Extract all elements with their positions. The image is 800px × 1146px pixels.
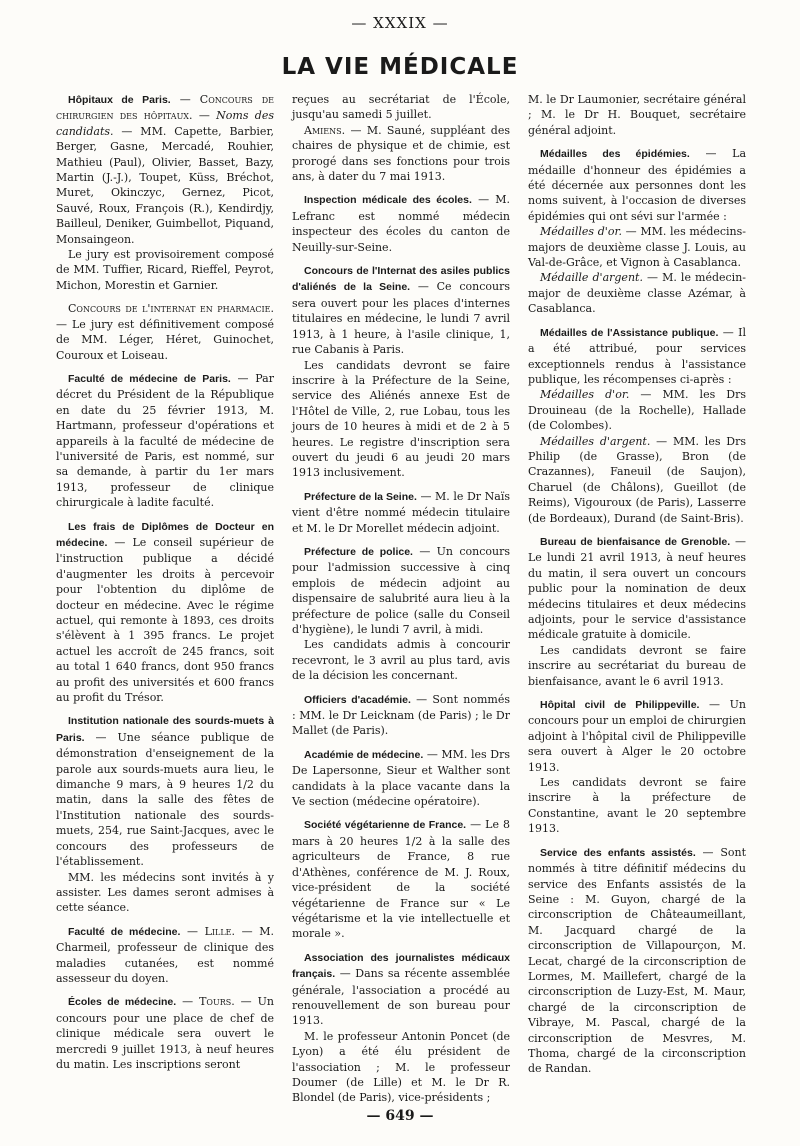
column-3 [528, 92, 746, 1085]
page-title: LA VIE MÉDICALE [281, 54, 519, 80]
section-paragraph: Les candidats devront se faire inscrire à la préfecture de Constantine, avant le 20 septembre 1913. [528, 776, 746, 836]
section-subheading: Amiens. [304, 123, 346, 137]
section-text: reçues au secrétariat de l'École, jusqu'au samedi 5 juillet. [292, 93, 510, 122]
section-heading: Concours de l'Internat des asiles publics d'aliénés de la Seine. [292, 265, 510, 294]
section-ecoles-medecine [56, 994, 274, 1072]
section-text: — MM. les médecins-majors de deuxième classe J. Louis, au Val-de-Grâce, et Vignon à Casablanca. [528, 225, 746, 270]
section-subheading: Lille. [204, 924, 236, 938]
section-text: — Ce concours sera ouvert pour les places d'internes titulaires en médecine, le lundi 7 avril 1913, à 1 heure, à l'asile clinique, 1, rue Cabanis à Paris. [292, 280, 510, 357]
italic-label: Médailles d'or. [540, 388, 630, 402]
section-text: — M. Lefranc est nommé médecin inspecteur des écoles du canton de Neuilly-sur-Seine. [292, 193, 510, 254]
section-heading: Société végétarienne de France. [304, 819, 467, 832]
section-text: — M. Sauné, suppléant des chaires de physique et de chimie, est prorogé dans ses fonctions pour trois ans, à dater du 7 mai 1913. [292, 123, 510, 184]
section-text: — Une séance publique de démonstration d'enseignement de la parole aux sourds-muets aura lieu, le dimanche 9 mars, à 9 heures 1/2 du matin, dans la salle des fêtes de l'Institution nationale des sourds-muets, 254, rue Saint-Jacques, avec le concours des professeurs de l'établissement. [56, 730, 274, 869]
section-heading: Hôpitaux de Paris. [68, 94, 171, 106]
section-societe-vegetarienne [292, 817, 510, 941]
section-heading: Institution nationale des sourds-muets à Paris. [56, 715, 274, 744]
section-subheading: Concours de chirurgien des hôpitaux. [56, 93, 274, 123]
section-text: — MM. Capette, Barbier, Berger, Gasne, Mercadé, Rouhier, Mathieu (Paul), Olivier, Basset, Bazy, Martin (J.-J.), Toupet, Küss, Bréchot, Muret, Okinczyc, Gernez, Picot, Sauvé, Roux, François (R.), Kendirdjy, Bailleul, Deniker, Guimbellot, Piquand, Monsaingeon. [56, 124, 274, 246]
section-text: — M. le Dr Naïs vient d'être nommé médecin titulaire et M. le Dr Morellet médecin adjoint. [292, 489, 510, 535]
italic-label: Noms des candidats. [56, 109, 274, 138]
section-heading: Inspection médicale des écoles. [304, 194, 472, 207]
section-enfants-assistes [528, 845, 746, 1077]
section-heading: Bureau de bienfaisance de Grenoble. [540, 535, 731, 548]
column-2 [292, 92, 510, 1114]
italic-label: Médailles d'argent. [540, 434, 651, 448]
section-paragraph: Le jury est provisoirement composé de MM. Tuffier, Ricard, Rieffel, Peyrot, Michon, Morestin et Garnier. [56, 248, 274, 292]
section-journalistes-medicaux [292, 950, 510, 1106]
section-heading: Faculté de médecine. [68, 925, 181, 938]
section-text: — Il a été attribué, pour services exceptionnels rendus à l'assistance publique, les récompenses ci-après : [528, 325, 746, 386]
section-heading: Officiers d'académie. [304, 693, 411, 706]
section-text: — Dans sa récente assemblée générale, l'association a procédé au renouvellement de son bureau pour 1913. [292, 967, 510, 1028]
section-ecoles-continued [292, 92, 510, 184]
section-heading: Service des enfants assistés. [540, 846, 696, 859]
section-paragraph: M. le professeur Antonin Poncet (de Lyon) a été élu président de l'association ; M. le professeur Doumer (de Lille) et M. le Dr R. Blondel (de Paris), vice-présidents ; [292, 1029, 510, 1105]
section-officiers-academie [292, 692, 510, 739]
section-heading: Académie de médecine. [304, 748, 424, 761]
page-roman-numeral: — XXXIX — [351, 14, 449, 32]
section-subheading: Tours. [199, 995, 235, 1009]
section-academie-medecine [292, 747, 510, 810]
section-text: — Le 8 mars à 20 heures 1/2 à la salle des agriculteurs de France, 8 rue d'Athènes, conférence de M. J. Roux, vice-président de la société végétarienne de France sur « Le végétarisme et la vie intellectuelle et morale ». [292, 818, 510, 941]
section-bureau-grenoble [528, 534, 746, 689]
section-paragraph: Les candidats devront se faire inscrire au secrétariat du bureau de bienfaisance, avant le 6 avril 1913. [528, 643, 746, 688]
section-text: — Le jury est définitivement composé de MM. Léger, Héret, Guinochet, Couroux et Loiseau. [56, 317, 274, 362]
section-text: — MM. les Drs Philip (de Grasse), Bron (de Crazannes), Faneuil (de Saujon), Charuel (de Châlons), Gueillot (de Reims), Vigouroux (de Paris), Lasserre (de Bordeaux), Durand (de Saint-Bris). [528, 434, 747, 525]
section-heading: Préfecture de police. [304, 545, 413, 558]
section-text: M. le Dr Laumonier, secrétaire général ; M. le Dr H. Bouquet, secrétaire général adjoint. [528, 93, 746, 137]
section-text: — Le conseil supérieur de l'instruction publique a décidé d'augmenter les droits à percevoir pour l'obtention du diplôme de docteur en médecine. Avec le régime actuel, qui remonte à 1893, ces droits s'élèvent à 1 395 francs. Le projet actuel les accroît de 245 francs, soit au total 1 640 francs, dont 950 francs au profit des universités et 600 francs au profit du Trésor. [56, 535, 274, 705]
section-heading: Médailles de l'Assistance publique. [540, 326, 719, 339]
italic-label: Médaille d'argent. [540, 271, 643, 285]
section-prefecture-police [292, 544, 510, 684]
section-internat-pharmacie [56, 301, 274, 363]
section-hopitaux-paris [56, 92, 274, 293]
section-heading: Concours de l'internat en pharmacie. [68, 302, 274, 316]
section-heading: Les frais de Diplômes de Docteur en médecine. [56, 520, 274, 549]
text: — [176, 995, 200, 1009]
section-text: — M. Charmeil, professeur de clinique des maladies cutanées, est nommé assesseur du doyen. [56, 924, 274, 985]
text: — [180, 924, 205, 938]
section-medailles-assistance [528, 325, 746, 526]
section-text: — Un concours pour l'admission successive à cinq emplois de médecin adjoint au dispensaire de salubrité aura lieu à la préfecture de police (salle du Conseil d'hygiène), le lundi 7 avril, à midi. [292, 544, 510, 636]
section-paragraph: MM. les médecins sont invités à y assister. Les dames seront admises à cette séance. [56, 870, 274, 915]
section-inspection-ecoles [292, 192, 510, 255]
page-number: — 649 — [366, 1108, 434, 1124]
section-text: — Un concours pour un emploi de chirurgien adjoint à l'hôpital civil de Philippeville sera ouvert à Alger le 20 octobre 1913. [528, 698, 747, 774]
section-text: — Sont nommés : MM. le Dr Leicknam (de Paris) ; le Dr Mallet (de Paris). [292, 692, 510, 738]
section-frais-diplomes [56, 519, 274, 706]
section-text: — M. le médecin-major de deuxième classe Azémar, à Casablanca. [528, 271, 746, 316]
section-internat-asiles [292, 263, 510, 481]
section-sourds-muets [56, 713, 274, 915]
section-heading: Médailles des épidémies. [540, 148, 690, 161]
section-text: — MM. les Drs De Lapersonne, Sieur et Walther sont candidats à la place vacante dans la Ve section (médecine opératoire). [292, 747, 510, 809]
section-hopital-philippeville [528, 697, 746, 837]
section-medailles-epidemies [528, 146, 746, 316]
italic-label: Médailles d'or. [540, 225, 622, 239]
section-heading: Faculté de médecine de Paris. [68, 372, 231, 385]
text: — [192, 109, 217, 123]
section-faculte-paris [56, 371, 274, 511]
section-heading: Hôpital civil de Philippeville. [540, 699, 700, 712]
section-text: — Par décret du Président de la République en date du 25 février 1913, M. Hartmann, professeur d'opérations et appareils à la faculté de médecine de l'université de Paris, est nommé, sur sa demande, à partir du 1er mars 1913, professeur de clinique chirurgicale à ladite faculté. [56, 371, 274, 510]
section-text: — Sont nommés à titre définitif médecins du service des Enfants assistés de la Seine : M. Guyon, chargé de la circonscription de Châteaumeillant, M. Jacquard chargé de la circonscription de Villapourçon, M. Lecat, chargé de la circonscription de Lormes, M. Maillefert, chargé de la circonscription de Luzy-Est, M. Maur, chargé de la circonscription de Vibraye, M. Pascal, chargé de la circonscription de Mesvres, M. Thoma, chargé de la circonscription de Randan. [528, 845, 747, 1076]
section-heading: Association des journalistes médicaux français. [292, 951, 510, 981]
section-heading: Écoles de médecine. [68, 996, 177, 1009]
section-journalistes-continued [528, 92, 746, 138]
section-faculte-lille [56, 924, 274, 987]
section-text: — MM. les Drs Drouineau (de la Rochelle), Hallade (de Colombes). [528, 388, 747, 433]
section-paragraph: Les candidats devront se faire inscrire à la Préfecture de la Seine, service des Aliénés annexe Est de l'Hôtel de Ville, 2, rue Lobau, tous les jours de 10 heures à midi et de 2 à 5 heures. Le registre d'inscription sera ouvert du jeudi 6 au jeudi 20 mars 1913 inclusivement. [292, 358, 510, 480]
section-text: — Le lundi 21 avril 1913, à neuf heures du matin, il sera ouvert un concours public pour la nomination de deux médecins titulaires et deux médecins adjoints, pour le service d'assistance médicale gratuite à domicile. [528, 534, 746, 642]
article-columns [56, 92, 747, 1105]
section-prefecture-seine [292, 489, 510, 536]
section-heading: Préfecture de la Seine. [304, 490, 417, 503]
section-text: — Un concours pour une place de chef de clinique médicale sera ouvert le mercredi 9 juillet 1913, à neuf heures du matin. Les inscriptions seront [56, 995, 274, 1071]
text: — [170, 93, 200, 106]
section-paragraph: Les candidats admis à concourir recevront, le 3 avril au plus tard, avis de la décision les concernant. [292, 638, 510, 683]
column-1 [56, 92, 274, 1080]
section-text: — La médaille d'honneur des épidémies a été décernée aux personnes dont les noms suivent, à l'occasion de diverses épidémies qui ont sévi sur l'armée : [528, 147, 746, 223]
